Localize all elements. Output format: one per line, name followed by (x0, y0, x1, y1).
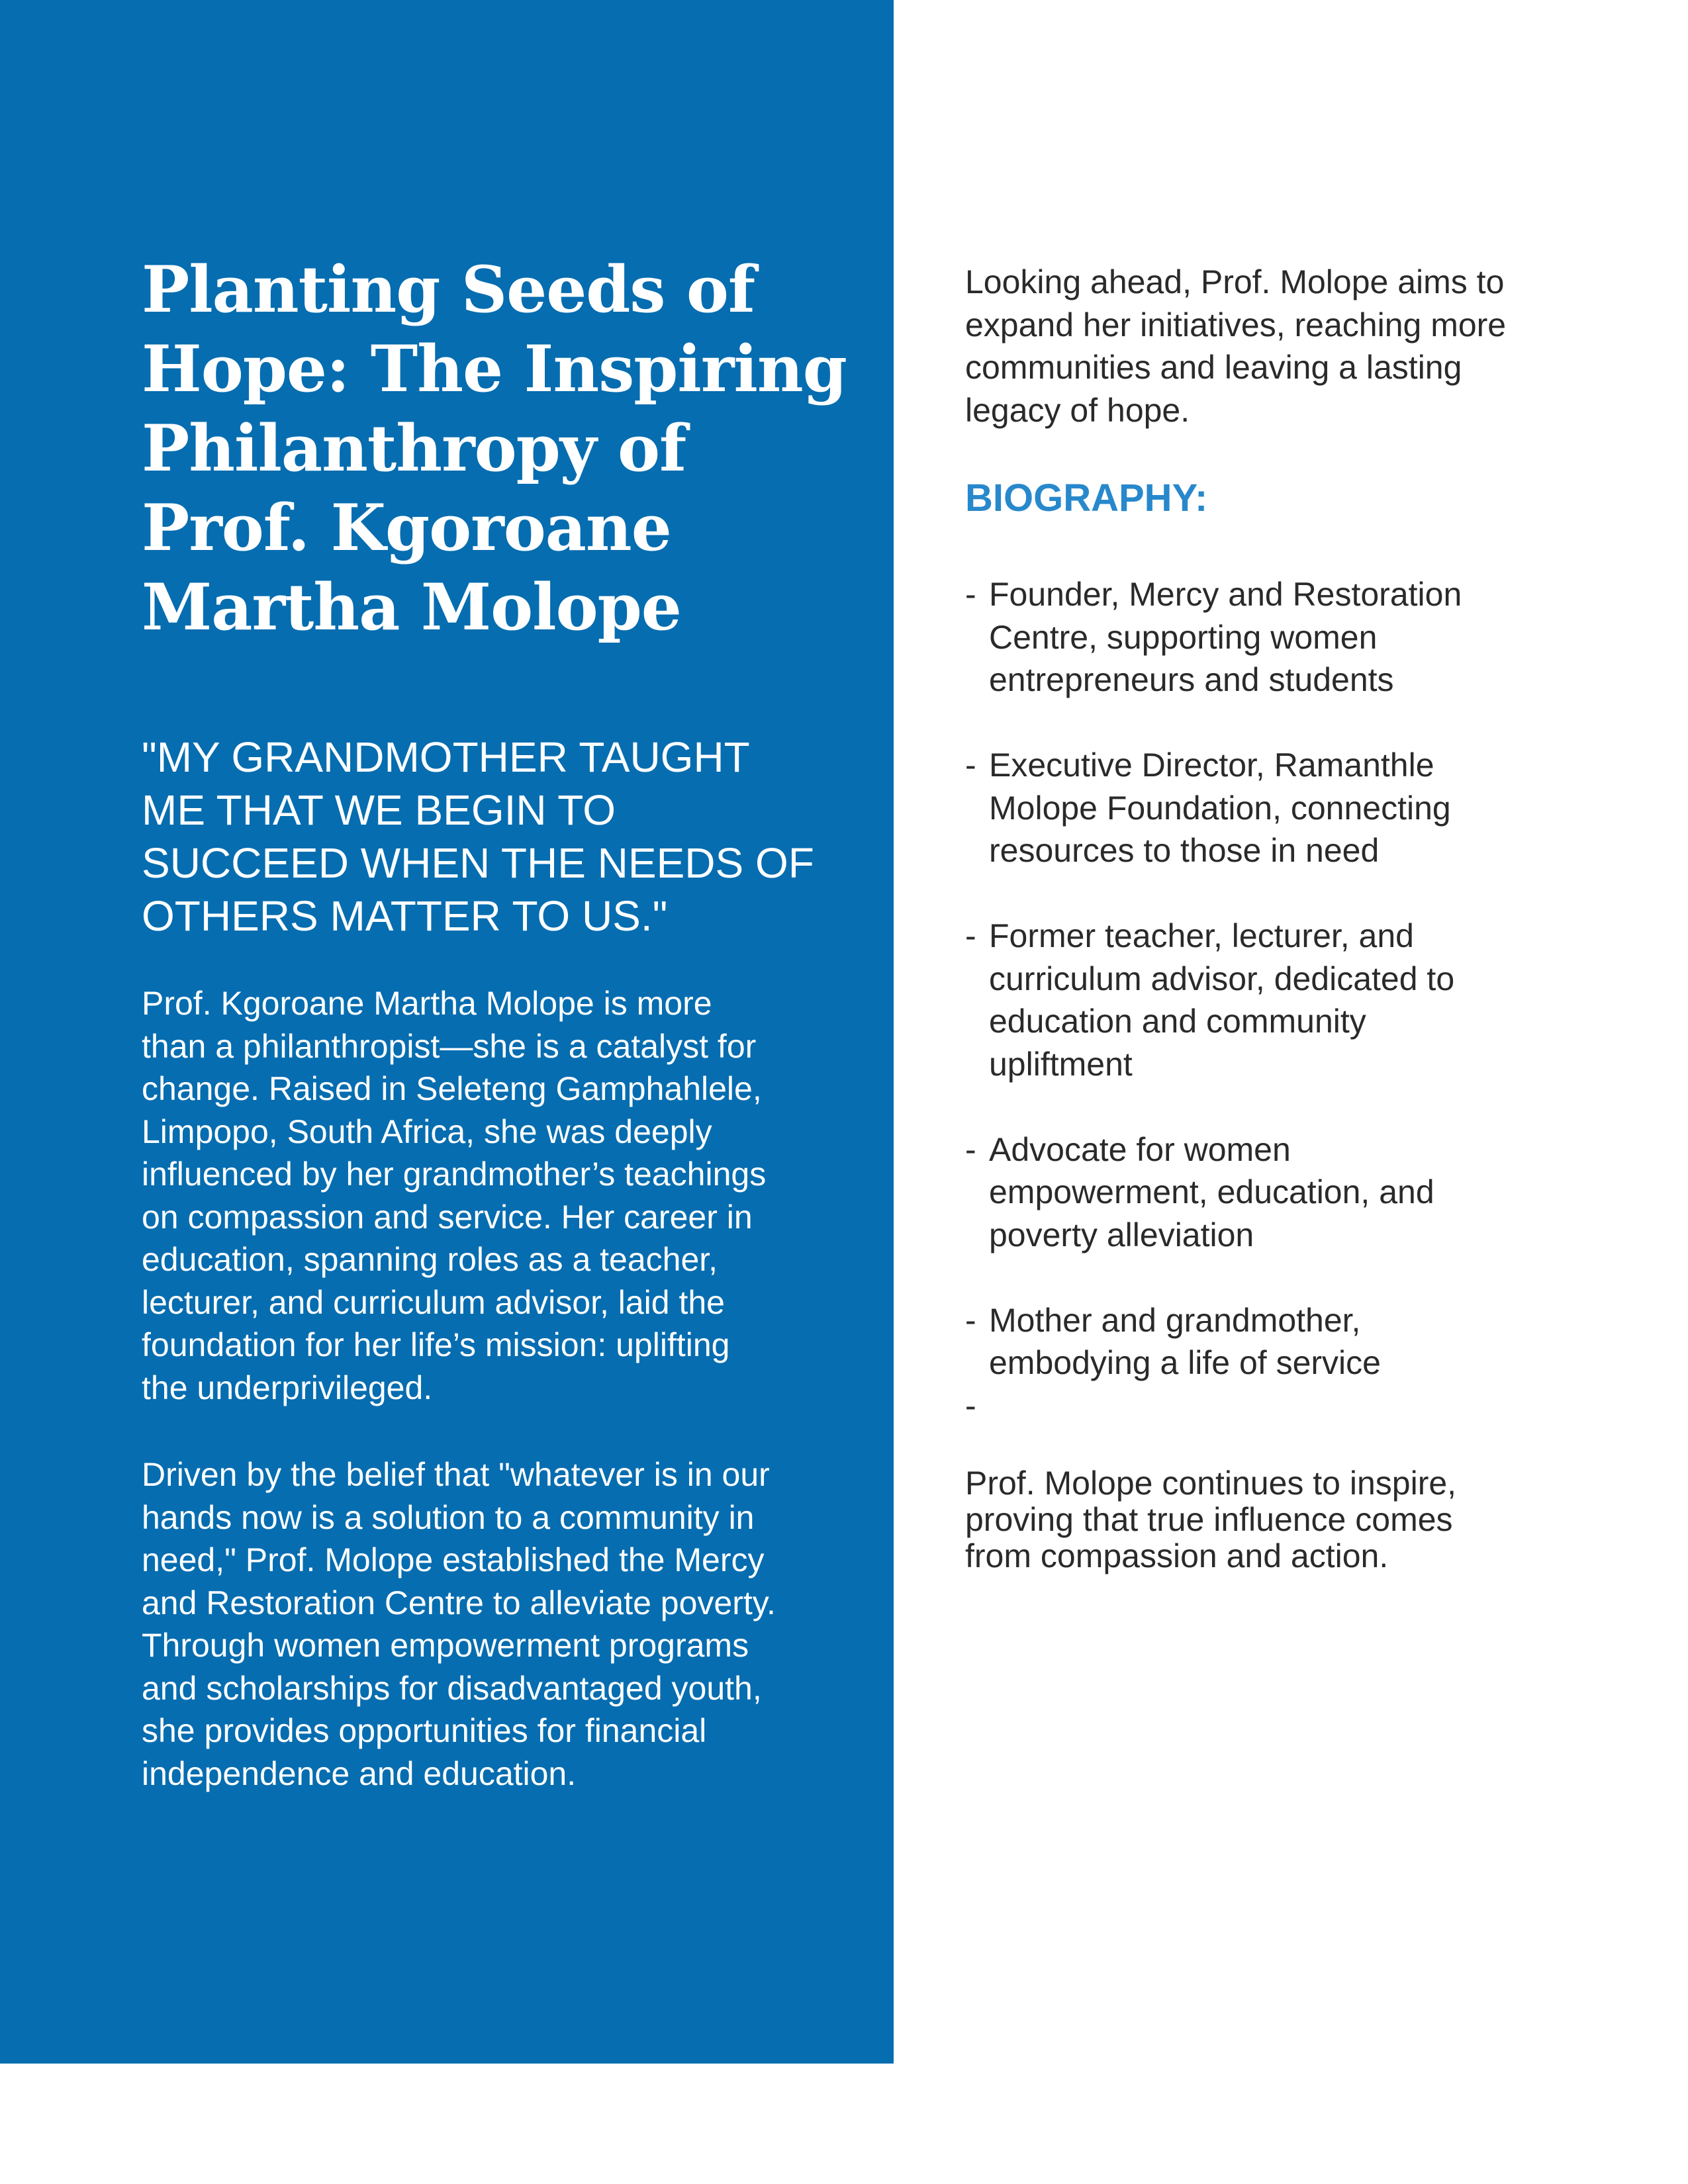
paragraph-line: Driven by the belief that "whatever is in our (142, 1456, 770, 1493)
biography-item (965, 1128, 1654, 1257)
biography-line: embodying a life of service (989, 1344, 1381, 1381)
paragraph-line: on compassion and service. Her career in (142, 1198, 753, 1236)
paragraph-line: Prof. Kgoroane Martha Molope is more (142, 985, 712, 1022)
biography-line: Advocate for women (989, 1130, 1291, 1168)
paragraph-line: than a philanthropist—she is a catalyst for (142, 1027, 757, 1065)
title-line: Hope: The Inspiring (142, 332, 847, 406)
intro-paragraph (142, 982, 863, 1409)
paragraph-line: change. Raised in Seleteng Gamphahlele, (142, 1070, 762, 1107)
quote-line: ME THAT WE BEGIN TO (142, 786, 616, 834)
title-line: Planting Seeds of (142, 252, 755, 327)
paragraph-line: and scholarships for disadvantaged youth, (142, 1669, 762, 1707)
title-line: Philanthropy of (142, 411, 686, 486)
article-title (142, 250, 857, 647)
biography-line: upliftment (989, 1045, 1133, 1083)
biography-item (965, 1299, 1654, 1385)
empty-biography-item (965, 1385, 1654, 1428)
paragraph-line: foundation for her life’s mission: uplifting (142, 1326, 730, 1363)
biography-line: resources to those in need (989, 832, 1380, 869)
biography-line: Former teacher, lecturer, and (989, 917, 1414, 954)
paragraph-line: influenced by her grandmother’s teachings (142, 1156, 767, 1193)
list-dash: - (965, 1130, 976, 1168)
paragraph-line: Prof. Molope continues to inspire, (965, 1465, 1457, 1502)
paragraph-line: the underprivileged. (142, 1369, 433, 1406)
paragraph-line: communities and leaving a lasting (965, 349, 1462, 386)
closing-paragraph (965, 1465, 1654, 1574)
biography-line: entrepreneurs and students (989, 661, 1394, 698)
paragraph-line: she provides opportunities for financial (142, 1712, 707, 1749)
paragraph-line: from compassion and action. (965, 1537, 1389, 1574)
paragraph-line: education, spanning roles as a teacher, (142, 1241, 718, 1278)
paragraph-line: proving that true influence comes (965, 1501, 1453, 1538)
list-dash: - (965, 1387, 976, 1424)
list-dash: - (965, 576, 976, 613)
biography-line: Executive Director, Ramanthle (989, 747, 1434, 784)
quote-line: OTHERS MATTER TO US." (142, 892, 668, 940)
title-line: Prof. Kgoroane (142, 490, 671, 565)
biography-line: empowerment, education, and (989, 1173, 1434, 1210)
quote-line: "MY GRANDMOTHER TAUGHT (142, 733, 750, 781)
paragraph-line: need," Prof. Molope established the Mercy (142, 1541, 765, 1578)
paragraph-line: lecturer, and curriculum advisor, laid the (142, 1283, 725, 1321)
title-line: Martha Molope (142, 570, 681, 645)
biography-line: Molope Foundation, connecting (989, 789, 1451, 827)
quote-line: SUCCEED WHEN THE NEEDS OF (142, 839, 814, 887)
mission-paragraph (142, 1453, 863, 1795)
biography-item (965, 915, 1654, 1085)
paragraph-line: and Restoration Centre to alleviate poverty. (142, 1584, 776, 1621)
biography-item (965, 744, 1654, 872)
biography-line: poverty alleviation (989, 1216, 1254, 1253)
biography-list (965, 573, 1654, 1427)
biography-item (965, 573, 1654, 702)
list-dash: - (965, 917, 976, 954)
paragraph-line: Through women empowerment programs (142, 1627, 749, 1664)
paragraph-line: Looking ahead, Prof. Molope aims to (965, 263, 1505, 300)
biography-line: education and community (989, 1003, 1366, 1040)
list-dash: - (965, 747, 976, 784)
paragraph-line: legacy of hope. (965, 391, 1190, 429)
biography-line: curriculum advisor, dedicated to (989, 960, 1455, 997)
paragraph-line: hands now is a solution to a community in (142, 1498, 755, 1536)
paragraph-line: independence and education. (142, 1754, 577, 1792)
pull-quote (142, 731, 857, 942)
outlook-paragraph (965, 261, 1640, 432)
biography-line: Mother and grandmother, (989, 1301, 1361, 1339)
paragraph-line: expand her initiatives, reaching more (965, 306, 1507, 343)
biography-heading: BIOGRAPHY: (965, 477, 1208, 520)
paragraph-line: Limpopo, South Africa, she was deeply (142, 1113, 712, 1150)
biography-line: Centre, supporting women (989, 618, 1378, 656)
list-dash: - (965, 1301, 976, 1339)
biography-line: Founder, Mercy and Restoration (989, 576, 1462, 613)
